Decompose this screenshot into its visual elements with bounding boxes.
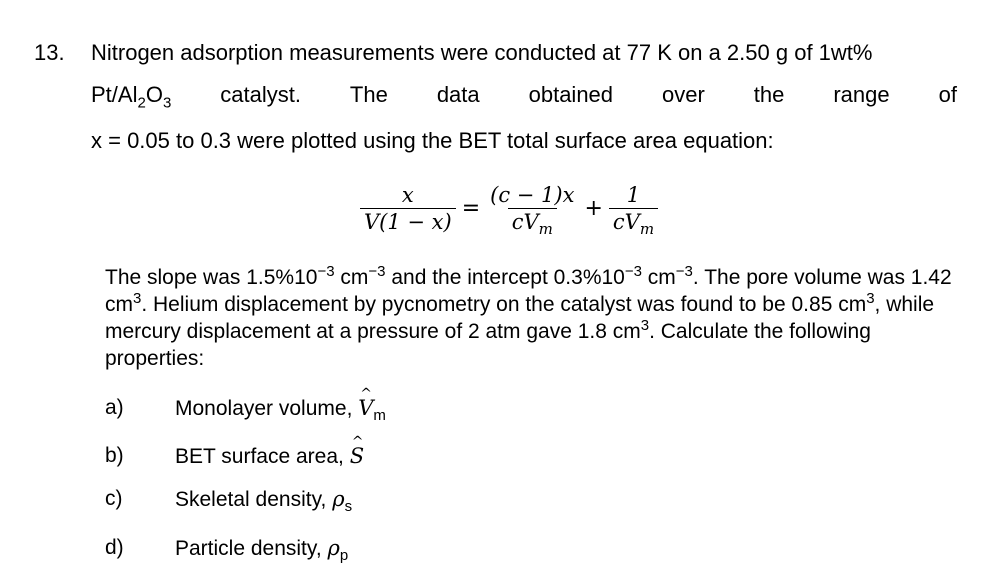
item-a-label: a) bbox=[105, 396, 124, 419]
word-pt-al2o3: $Pt/Al_2O_3$ bbox=[91, 82, 172, 112]
lhs-denominator: V(1 − x) bbox=[360, 208, 456, 235]
plus-sign: + bbox=[584, 196, 603, 221]
rhs1-denominator: $cV_m$ bbox=[508, 208, 557, 235]
word: range bbox=[833, 82, 890, 107]
item-d-label: d) bbox=[105, 536, 124, 559]
item-c-label: c) bbox=[105, 487, 123, 510]
item-b-text: BET surface area, S ^ bbox=[175, 444, 364, 469]
word: catalyst. bbox=[220, 82, 301, 107]
word: of bbox=[938, 82, 957, 107]
rhs2-fraction bbox=[609, 182, 658, 239]
word: obtained bbox=[528, 82, 614, 107]
rhs1-fraction bbox=[486, 182, 578, 239]
word: the bbox=[753, 82, 785, 107]
item-a-text: Monolayer volume, V $\^{}_m$ bbox=[175, 396, 386, 421]
question-line-1: Nitrogen adsorption measurements were conducted at 77 K on a 2.50 g of 1wt% bbox=[91, 40, 873, 65]
item-c-text: Skeletal density, $\rho_s$ bbox=[175, 487, 353, 516]
rhs1-numerator: (c − 1)x bbox=[490, 183, 575, 207]
question-line-2 bbox=[91, 82, 957, 112]
item-b-label: b) bbox=[105, 444, 124, 467]
problem-paragraph: The slope was $1.5\%10^{-3}$ $cm^{-3}$ and the intercept $0.3\%10^{-3}$ $cm^{-3}$. The pore volume was 1.42 $cm^3$. Helium displacement by pycnometry on the catalyst was found to be 0.85 $cm^3$, while mercury displacement at a pressure of 2 atm gave 1.8 $cm^3$. Calculate the following properties: bbox=[105, 263, 952, 370]
question-number: 13. bbox=[34, 40, 65, 65]
equals-sign: = bbox=[461, 196, 481, 221]
lhs-numerator: x bbox=[401, 183, 414, 207]
bet-equation bbox=[360, 182, 658, 239]
lhs-fraction bbox=[360, 182, 456, 235]
rhs2-denominator: $cV_m$ bbox=[609, 208, 658, 235]
item-d-text: Particle density, $\rho_p$ bbox=[175, 536, 349, 565]
word: over bbox=[662, 82, 705, 107]
rhs2-numerator: 1 bbox=[626, 183, 641, 207]
word: The bbox=[349, 82, 388, 107]
question-line-3: x = 0.05 to 0.3 were plotted using the BET total surface area equation: bbox=[91, 128, 774, 153]
word: data bbox=[436, 82, 480, 107]
